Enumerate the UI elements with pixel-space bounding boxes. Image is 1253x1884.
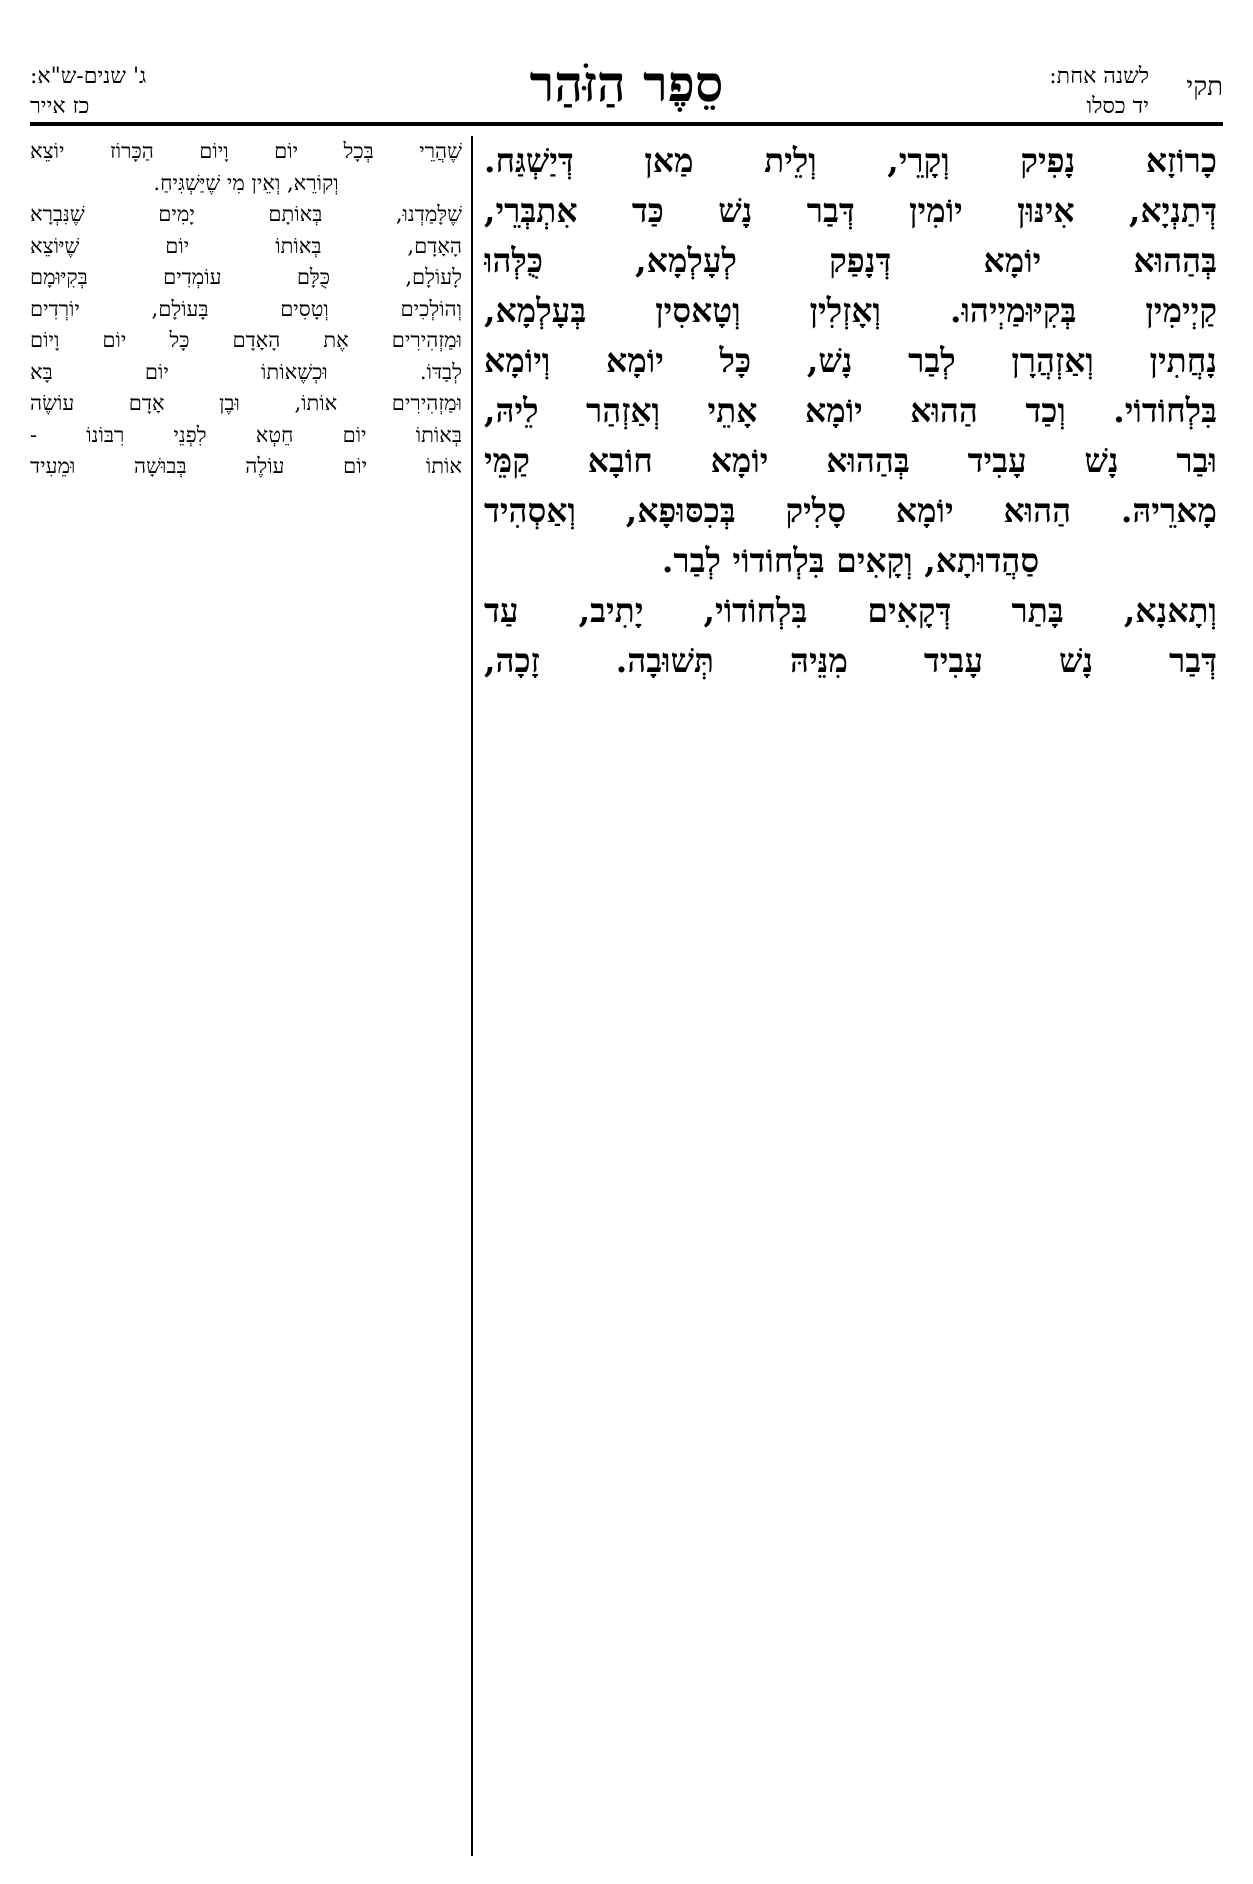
header-divider	[30, 122, 1223, 126]
page-header	[30, 56, 1223, 118]
translation-line: אוֹתוֹ יוֹם עוֹלֶה בְּבוּשָׁה וּמֵעִיד	[30, 454, 462, 478]
aramaic-line: וְתָאנָא, בָּתַר דְּקָאִים בִּלְחוֹדוֹי, יָתִיב, עַד	[484, 591, 1217, 630]
aramaic-line: וּבַר נָשׁ עָבִיד בְּהַהוּא יוֹמָא חוֹבָא קַמֵּי	[484, 441, 1217, 480]
translation-line: וּמַזְהִירִים אֶת הָאָדָם כָּל יוֹם וָיוֹם	[30, 328, 462, 352]
hebrew-translation-column	[30, 136, 462, 483]
aramaic-line: כָרוֹזָא נָפִיק וְקָרֵי, וְלֵית מַאן דְּיַשְׁגַּח.	[484, 141, 1217, 180]
aramaic-line: דְּבַר נָשׁ עָבִיד מִנֵּיהּ תְּשׁוּבָה. זָכָה,	[484, 641, 1217, 680]
aramaic-line: נָחֲתִין וְאַזְהֲרָן לְבַר נָשׁ, כָּל יוֹמָא וְיוֹמָא	[484, 341, 1217, 380]
translation-line: וּמַזְהִירִים אוֹתוֹ, וּבֶן אָדָם עוֹשֶׂה	[30, 391, 462, 415]
translation-line: לְבַדּוֹ. וּכְשֶׁאוֹתוֹ יוֹם בָּא	[30, 359, 462, 384]
column-divider	[471, 136, 473, 1856]
page-number: תקי	[1186, 72, 1223, 102]
three-year-study-date: כז אייר	[30, 94, 90, 119]
translation-line: שֶׁהֲרֵי בְּכָל יוֹם וָיוֹם הַכָּרוֹז יוֹצֵא	[30, 139, 462, 163]
one-year-study-date: יד כסלו	[1086, 94, 1149, 119]
translation-line: לָעוֹלָם, כֻּלָּם עוֹמְדִים בְּקִיּוּמָם	[30, 265, 462, 289]
aramaic-line: דְּתַנְיָא, אִינּוּן יוֹמִין דְּבַר נָשׁ כַּד אִתְבְּרֵי,	[484, 191, 1217, 230]
translation-line: וְקוֹרֵא, וְאֵין מִי שֶׁיַּשְׁגִּיחַ.	[153, 170, 339, 195]
aramaic-text-column	[484, 136, 1217, 686]
one-year-study-label: לשנה אחת:	[1049, 64, 1149, 89]
translation-line: שֶׁלָּמַדְנוּ, בְּאוֹתָם יָמִים שֶׁנִּבְרָא	[30, 202, 462, 226]
aramaic-line: בְּהַהוּא יוֹמָא דְּנָפַק לְעָלְמָא, כֻּלְּהוּ	[484, 241, 1217, 280]
aramaic-line: בִּלְחוֹדוֹי. וְכַד הַהוּא יוֹמָא אָתֵי וְאַזְהַר לֵיהּ,	[484, 391, 1217, 430]
aramaic-line: סַהֲדוּתָא, וְקָאִים בִּלְחוֹדוֹי לְבַר.	[661, 541, 1040, 580]
translation-line: הָאָדָם, בְּאוֹתוֹ יוֹם שֶׁיּוֹצֵא	[30, 233, 462, 258]
translation-line: וְהוֹלְכִים וְטָסִים בָּעוֹלָם, יוֹרְדִים	[30, 296, 462, 321]
aramaic-line: קַיְימִין בְּקִיּוּמַיְיהוּ. וְאָזְלִין וְטָאסִין בְּעָלְמָא,	[484, 291, 1217, 330]
book-title: סֵפֶר הַזֹּהַר	[529, 54, 724, 113]
aramaic-line: מָארֵיהּ. הַהוּא יוֹמָא סָלִיק בְּכִסּוּפָא, וְאַסְהִיד	[484, 491, 1217, 530]
translation-line: בְּאוֹתוֹ יוֹם חֵטְא לִפְנֵי רִבּוֹנוֹ -	[30, 422, 462, 447]
three-year-study-label: ג' שנים-ש"א:	[30, 64, 147, 89]
three-year-study-marker	[30, 62, 146, 122]
